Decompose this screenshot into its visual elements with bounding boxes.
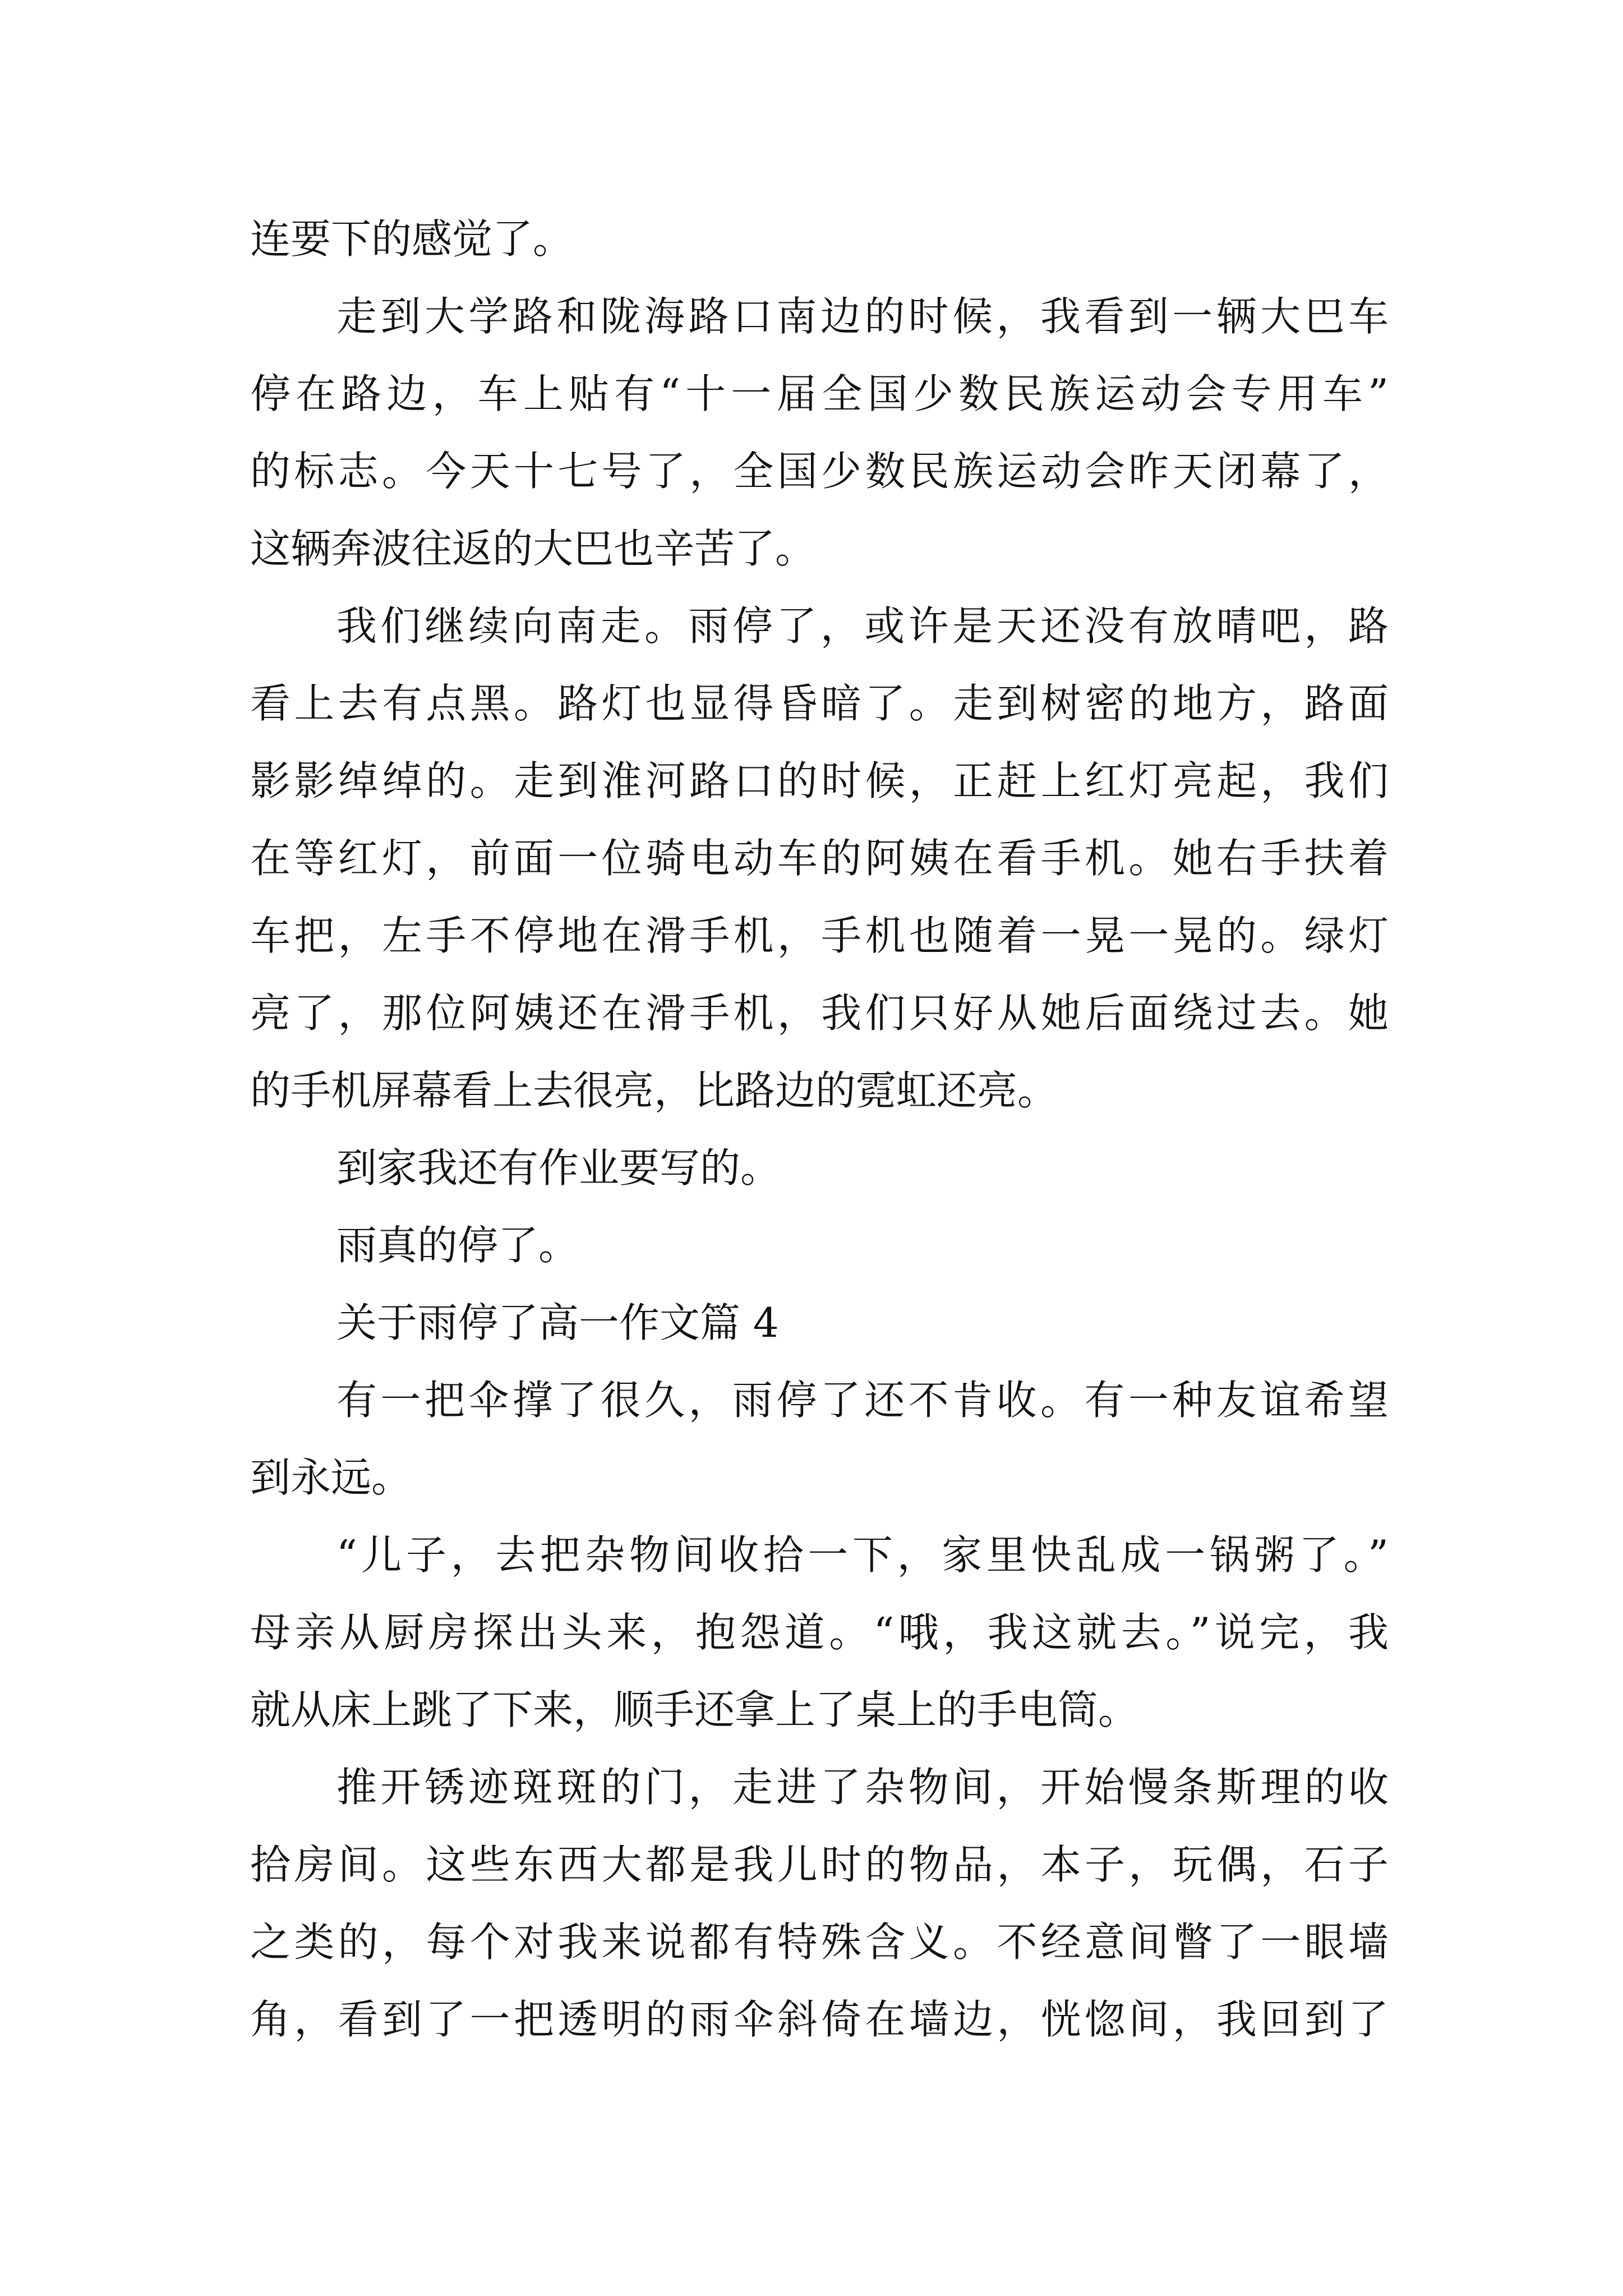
paragraph xyxy=(250,1129,1389,1207)
paragraph xyxy=(250,587,1389,1129)
text-line: 我们继续向南走。雨停了，或许是天还没有放晴吧，路 xyxy=(336,602,1389,650)
text-line: 之类的，每个对我来说都有特殊含义。不经意间瞥了一眼墙 xyxy=(250,1918,1389,1966)
text-line: 到永远。 xyxy=(250,1454,412,1501)
paragraph xyxy=(250,1516,1389,1749)
text-line: 停在路边，车上贴有“十一届全国少数民族运动会专用车” xyxy=(250,370,1389,417)
text-line: 车把，左手不停地在滑手机，手机也随着一晃一晃的。绿灯 xyxy=(250,912,1389,959)
paragraph xyxy=(250,200,1389,278)
text-line: 的手机屏幕看上去很亮，比路边的霓虹还亮。 xyxy=(250,1067,1058,1114)
text-line: 连要下的感觉了。 xyxy=(250,215,574,263)
paragraph xyxy=(250,1361,1389,1516)
paragraph xyxy=(250,1207,1389,1284)
text-line: 就从床上跳了下来，顺手还拿上了桌上的手电筒。 xyxy=(250,1686,1139,1733)
text-line: 到家我还有作业要写的。 xyxy=(336,1144,781,1191)
text-line: 母亲从厨房探出头来，抱怨道。“哦，我这就去。”说完，我 xyxy=(250,1609,1389,1656)
text-line: 看上去有点黑。路灯也显得昏暗了。走到树密的地方，路面 xyxy=(250,680,1389,727)
text-line: “儿子，去把杂物间收拾一下，家里快乱成一锅粥了。” xyxy=(336,1531,1389,1579)
heading-line: 关于雨停了高一作文篇 4 xyxy=(336,1299,779,1346)
paragraph xyxy=(250,278,1389,587)
text-line: 有一把伞撑了很久，雨停了还不肯收。有一种友谊希望 xyxy=(336,1377,1389,1424)
text-line: 在等红灯，前面一位骑电动车的阿姨在看手机。她右手扶着 xyxy=(250,835,1389,882)
text-line: 推开锈迹斑斑的门，走进了杂物间，开始慢条斯理的收 xyxy=(336,1764,1389,1811)
text-line: 角，看到了一把透明的雨伞斜倚在墙边，恍惚间，我回到了 xyxy=(250,1996,1389,2043)
text-line: 这辆奔波往返的大巴也辛苦了。 xyxy=(250,525,816,572)
text-line: 影影绰绰的。走到淮河路口的时候，正赶上红灯亮起，我们 xyxy=(250,757,1389,804)
paragraph xyxy=(250,1749,1389,2058)
document-body xyxy=(250,200,1389,2058)
text-line: 拾房间。这些东西大都是我儿时的物品，本子，玩偶，石子 xyxy=(250,1841,1389,1888)
section-heading xyxy=(250,1284,1389,1361)
text-line: 雨真的停了。 xyxy=(336,1222,579,1269)
text-line: 亮了，那位阿姨还在滑手机，我们只好从她后面绕过去。她 xyxy=(250,990,1389,1037)
text-line: 的标志。今天十七号了，全国少数民族运动会昨天闭幕了， xyxy=(250,448,1389,495)
text-line: 走到大学路和陇海路口南边的时候，我看到一辆大巴车 xyxy=(336,293,1389,340)
